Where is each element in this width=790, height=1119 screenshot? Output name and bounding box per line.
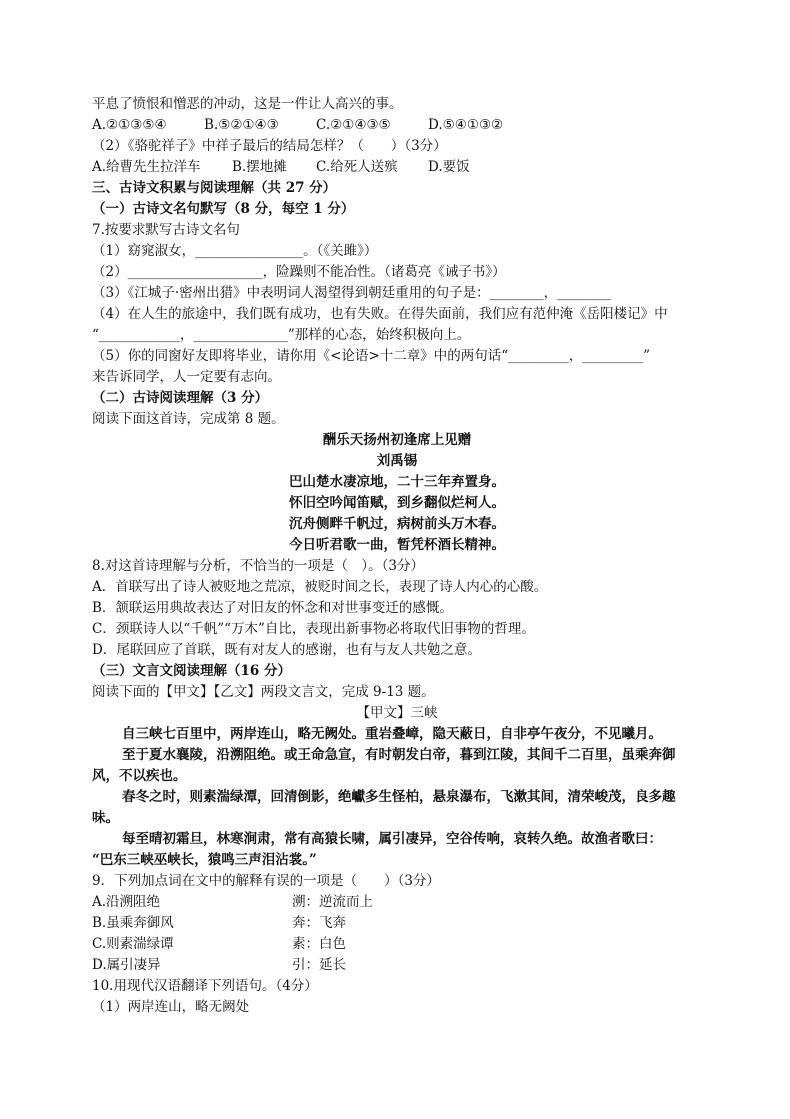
option-d: D.要饭 [428, 159, 470, 175]
passage-title: 【甲文】三峡 [356, 705, 438, 721]
passage-paragraph: 自三峡七百里中，两岸连山，略无阙处。重岩叠嶂，隐天蔽日，自非亭午夜分，不见曦月。 [122, 726, 662, 742]
option-gloss: 奔：飞奔 [292, 915, 346, 931]
poem-title: 酬乐天扬州初逢席上见赠 [322, 432, 472, 448]
question-7: 7.按要求默写古诗文名句 [92, 222, 240, 238]
classical-intro: 阅读下面的【甲文】【乙文】两段文言文，完成 9-13 题。 [92, 684, 435, 700]
poem-line: 沉舟侧畔千帆过，病树前头万木春。 [289, 516, 505, 532]
option-gloss: 引：延长 [292, 957, 346, 973]
question-7-4-cont: “____________，______________”那样的心态，始终积极向上。 [92, 327, 471, 343]
question-xiangzi: （2）《骆驼祥子》中祥子最后的结局怎样？（ ）（3分） [92, 138, 447, 154]
option-b: B．颔联运用典故表达了对旧友的怀念和对世事变迁的感慨。 [92, 600, 453, 616]
question-7-3: （3）《江城子·密州出猎》中表明词人渴望得到朝廷重用的句子是：________，________ [92, 285, 612, 301]
option-term: C.则素湍绿谭 [92, 936, 174, 952]
question-7-5: （5）你的同窗好友即将毕业，请你用《<论语>十二章》中的两句话“_________，_________” [92, 348, 651, 364]
option-a: A．首联写出了诗人被贬地之荒凉，被贬时间之长，表现了诗人内心的心酸。 [92, 579, 548, 595]
poem-line: 今日听君歌一曲，暂凭杯酒长精神。 [289, 537, 505, 553]
question-7-5-cont: 来告诉同学，人一定要有志向。 [92, 369, 281, 385]
poem-line: 怀旧空吟闻笛赋，到乡翻似烂柯人。 [289, 495, 505, 511]
option-d: D．尾联回应了首联，既有对友人的感谢，也有与友人共勉之意。 [92, 642, 481, 658]
question-10-1: （1）两岸连山，略无阙处 [92, 999, 250, 1015]
subsection-heading: （一）古诗文名句默写（8 分，每空 1 分） [92, 201, 355, 217]
question-7-1: （1）窈窕淑女，________________。（《关雎》） [92, 243, 378, 259]
option-a: A.②①③⑤④ [92, 117, 167, 133]
passage-paragraph-cont: 风，不以疾也。 [92, 768, 187, 784]
option-b: B.摆地摊 [232, 159, 287, 175]
option-c: C.②①④③⑤ [316, 117, 391, 133]
subsection-heading: （二）古诗阅读理解（3 分） [92, 390, 269, 406]
text-line: 平息了愤恨和憎恶的冲动，这是一件让人高兴的事。 [92, 96, 403, 112]
passage-paragraph: 每至晴初霜旦，林寒涧肃，常有高猿长啸，属引凄异，空谷传响，哀转久绝。故渔者歌曰： [122, 831, 662, 847]
question-7-4: （4）在人生的旅途中，我们既有成功，也有失败。在得失面前，我们应有范仲淹《岳阳楼记》中 [92, 306, 668, 322]
option-c: C.给死人送殡 [316, 159, 398, 175]
passage-paragraph-cont: “巴东三峡巫峡长，猿鸣三声泪沾裳。” [92, 852, 317, 868]
poem-author: 刘禹锡 [376, 453, 418, 469]
option-gloss: 溯：逆流而上 [292, 894, 373, 910]
question-7-2: （2）____________________，险躁则不能冶性。（诸葛亮《诫子书》） [92, 264, 506, 280]
option-d: D.⑤④①③② [428, 117, 504, 133]
option-term: A.沿溯阻绝 [92, 894, 161, 910]
option-b: B.⑤②①④③ [204, 117, 279, 133]
option-c: C．颈联诗人以“千帆”“万木”自比，表现出新事物必将取代旧事物的哲理。 [92, 621, 535, 637]
passage-paragraph: 春冬之时，则素湍绿潭，回清倒影，绝巘多生怪柏，悬泉瀑布，飞漱其间，清荣峻茂，良多趣 [122, 789, 676, 805]
question-10: 10.用现代汉语翻译下列语句。（4分） [92, 978, 318, 994]
section-heading: 三、古诗文积累与阅读理解（共 27 分） [92, 180, 337, 196]
subsection-heading: （三）文言文阅读理解（16 分） [92, 663, 291, 679]
option-gloss: 素：白色 [292, 936, 346, 952]
option-term: B.虽乘奔御风 [92, 915, 174, 931]
passage-paragraph: 至于夏水襄陵，沿溯阻绝。或王命急宣，有时朝发白帝，暮到江陵，其间千二百里，虽乘奔御 [122, 747, 676, 763]
option-a: A.给曹先生拉洋车 [92, 159, 201, 175]
poem-intro: 阅读下面这首诗，完成第 8 题。 [92, 411, 285, 427]
option-term: D.属引凄异 [92, 957, 161, 973]
passage-paragraph-cont: 味。 [92, 810, 119, 826]
poem-line: 巴山楚水凄凉地，二十三年弃置身。 [289, 474, 505, 490]
question-8: 8.对这首诗理解与分析，不恰当的一项是（ ）。（3分） [92, 558, 424, 574]
question-9: 9．下列加点词在文中的解释有误的一项是（ ）（3分） [92, 873, 440, 889]
